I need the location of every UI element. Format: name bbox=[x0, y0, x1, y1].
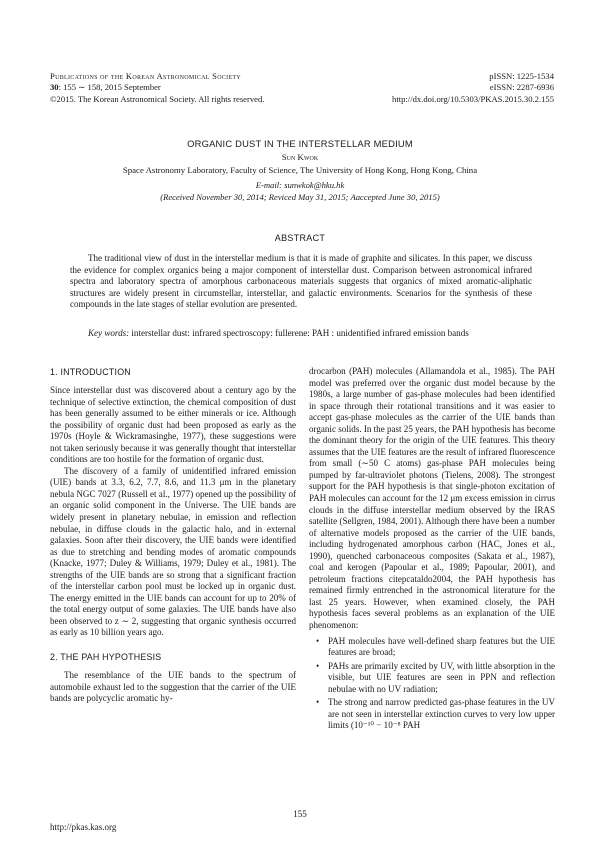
journal-name: Publications of the Korean Astronomical Society bbox=[50, 71, 242, 81]
keywords-list: interstellar dust: infrared spectroscopy: fullerene: PAH : unidentified infrared emission bands bbox=[131, 328, 469, 338]
page-number: 155 bbox=[293, 809, 307, 819]
paper-title: ORGANIC DUST IN THE INTERSTELLAR MEDIUM bbox=[187, 138, 413, 149]
footer-url[interactable]: http://pkas.kas.org bbox=[50, 822, 117, 832]
section-heading-pah: 2. THE PAH HYPOTHESIS bbox=[50, 652, 162, 663]
journal-header bbox=[50, 71, 264, 105]
volume-number: 30 bbox=[50, 82, 59, 93]
eissn: eISSN: 2287-6936 bbox=[489, 82, 554, 93]
doi-link[interactable]: http://dx.doi.org/10.5303/PKAS.2015.30.2.155 bbox=[392, 93, 554, 104]
pah-paragraph-1: The resemblance of the UIE bands to the spectrum of automobile exhaust led to the suggestion that the carrier of the UIE bands are polycyclic aromatic hy- bbox=[50, 670, 296, 704]
abstract-text: The traditional view of dust in the interstellar medium is that it is made of graphite and silicates. In this paper, we discuss the evidence for complex organics being a major component of interstellar dust. Comparison between astronomical infrared spectra and laboratory spectra of amorphous carbonaceous materials suggests that organics of mixed aromatic-aliphatic structures are widely present in circumstellar, interstellar, and galactic environments. Scenarios for the synthesis of these compounds in the late stages of stellar evolution are presented. bbox=[70, 253, 532, 310]
pissn: pISSN: 1225-1534 bbox=[489, 71, 554, 81]
copyright: ©2015. The Korean Astronomical Society. All rights reserved. bbox=[50, 93, 265, 104]
list-item: • The strong and narrow predicted gas-phase features in the UV are not seen in interstellar extinction curves to very low upper limits (10⁻¹⁰ − 10⁻⁸ PAH bbox=[316, 697, 555, 731]
pah-problem-list bbox=[309, 636, 555, 732]
section-heading-introduction: 1. INTRODUCTION bbox=[50, 367, 131, 377]
list-item: • PAH molecules have well-defined sharp features but the UIE features are broad; bbox=[316, 635, 555, 658]
author-name: Sun Kwok bbox=[281, 152, 319, 162]
abstract-heading: ABSTRACT bbox=[274, 233, 326, 243]
author-affiliation: Space Astronomy Laboratory, Faculty of Science, The University of Hong Kong, Hong Kong, China bbox=[122, 165, 478, 175]
bullet-icon: • bbox=[316, 697, 320, 708]
intro-paragraph-1: Since interstellar dust was discovered about a century ago by the technique of selective extinction, the chemical composition of dust has been generally assumed to be either minerals or ice. Although the possibility of organic dust had been proposed as early as the 1970s (Hoyle & Wickramasinghe, 1977), these suggestions were not taken seriously because it was generally thought that interstellar conditions are too hostile for the formation of organic dust. bbox=[50, 385, 296, 465]
intro-paragraph-2: The discovery of a family of unidentified infrared emission (UIE) bands at 3.3, 6.2, 7.7, 8.6, and 11.3 μm in the planetary nebula NGC 7027 (Russell et al., 1977) opened up the possibility of an organic solid component in the Universe. The UIE bands are widely present in planetary nebulae, in emission and reflection nebulae, in diffuse clouds in the galactic halo, and in external galaxies. Soon after their discovery, the UIE bands were identified as due to stretching and bending modes of aromatic compounds (Knacke, 1977; Duley & Williams, 1979; Duley et al., 1981). The strengths of the UIE bands are so strong that a significant fraction of the interstellar carbon pool must be locked up in organic dust. The energy emitted in the UIE bands can account for up to 20% of the total energy output of some galaxies. The UIE bands have also been observed to z ∼ 2, suggesting that organic synthesis occurred as early as 10 billion years ago. bbox=[50, 465, 296, 638]
keywords bbox=[70, 328, 532, 340]
author-email: E-mail: sunwkok@hku.hk bbox=[255, 180, 345, 190]
bullet-icon: • bbox=[316, 635, 320, 646]
left-column bbox=[50, 366, 296, 705]
keywords-label: Key words: bbox=[88, 328, 130, 338]
volume-line bbox=[50, 82, 264, 93]
right-column bbox=[309, 366, 555, 734]
list-item: • PAHs are primarily excited by UV, with little absorption in the visible, but UIE features are seen in PPN and reflection nebulae with no UV radiation; bbox=[316, 660, 555, 694]
page-range: : 155 ∼ 158, 2015 September bbox=[58, 82, 161, 93]
pah-paragraph-continued: drocarbon (PAH) molecules (Allamandola et al., 1985). The PAH model was preferred over the organic dust model because by the 1980s, a large number of gas-phase molecules had been identified in space through their rotational transitions and it was easier to accept gas-phase molecules as the carrier of the UIE bands than organic solids. In the past 25 years, the PAH hypothesis has become the dominant theory for the origin of the UIE features. This theory assumes that the UIE features are the result of infrared fluorescence from small (∼50 C atoms) gas-phase PAH molecules being pumped by far-ultraviolet photons (Tielens, 2008). The strongest support for the PAH hypothesis is that single-photon excitation of PAH molecules can account for the 12 μm excess emission in cirrus clouds in the diffuse interstellar medium observed by the IRAS satellite (Sellgren, 1984, 2001). Although there have been a number of alternative models proposed as the carrier of the UIE bands, including hydrogenated amorphous carbon (HAC, Jones et al., 1990), quenched carbonaceous composites (Sakata et al., 1987), coal and kerogen (Papoular et al., 1989; Papoular, 2001), and petroleum fractions citepcataldo2004, the PAH hypothesis has remained firmly entrenched in the astronomical literature for the last 25 years. However, when examined closely, the PAH hypothesis faces several problems as an explanation of the UIE phenomenon: bbox=[309, 366, 555, 631]
bullet-icon: • bbox=[316, 660, 320, 671]
issn-block bbox=[392, 71, 554, 105]
submission-dates: (Received November 30, 2014; Reviced May 31, 2015; Aaccepted June 30, 2015) bbox=[160, 192, 440, 202]
